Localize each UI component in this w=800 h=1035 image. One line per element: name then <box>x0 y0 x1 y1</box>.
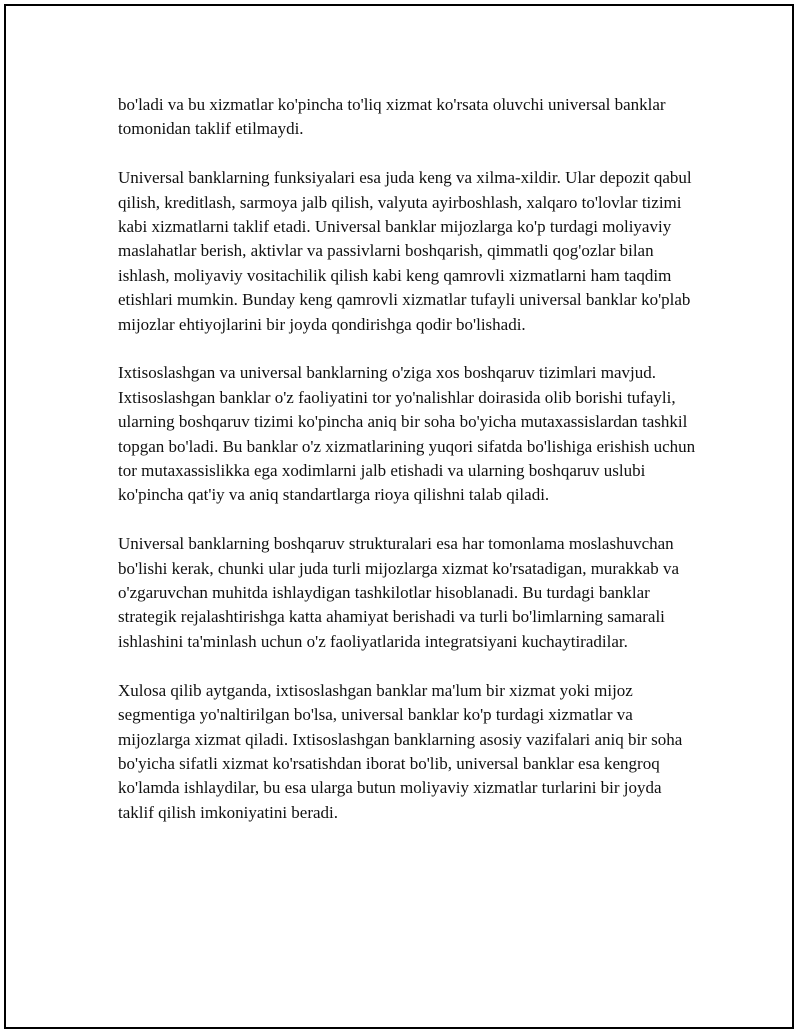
paragraph-3: Ixtisoslashgan va universal banklarning o'ziga xos boshqaruv tizimlari mavjud. Ixtisoslashgan banklar o'z faoliyatini tor yo'nalishlar doirasida olib borishi tufayli, ularning boshqaruv tizimi ko'pincha aniq bir soha bo'yicha mutaxassislardan tashkil topgan bo'ladi. Bu banklar o'z xizmatlarining yuqori sifatda bo'lishiga erishish uchun tor mutaxassislikka ega xodimlarni jalb etishadi va ularning boshqaruv uslubi ko'pincha qat'iy va aniq standartlarga rioya qilishni talab qiladi. <box>118 363 696 505</box>
page-body <box>118 93 698 825</box>
paragraph-5: Xulosa qilib aytganda, ixtisoslashgan banklar ma'lum bir xizmat yoki mijoz segmentiga yo'naltirilgan bo'lsa, universal banklar ko'p turdagi xizmatlar va mijozlarga xizmat qiladi. Ixtisoslashgan banklarning asosiy vazifalari aniq bir soha bo'yicha sifatli xizmat ko'rsatishdan iborat bo'lib, universal banklar esa kengroq ko'lamda ishlaydilar, bu esa ularga butun moliyaviy xizmatlar turlarini bir joyda taklif qilish imkoniyatini beradi. <box>118 680 683 822</box>
paragraph-4: Universal banklarning boshqaruv strukturalari esa har tomonlama moslashuvchan bo'lishi kerak, chunki ular juda turli mijozlarga xizmat ko'rsatadigan, murakkab va o'zgaruvchan muhitda ishlaydigan tashkilotlar hisoblanadi. Bu turdagi banklar strategik rejalashtirishga katta ahamiyat berishadi va turli bo'limlarning samarali ishlashini ta'minlash uchun o'z faoliyatlarida integratsiyani kuchaytiradilar. <box>118 534 679 651</box>
paragraph-1: bo'ladi va bu xizmatlar ko'pincha to'liq xizmat ko'rsata oluvchi universal banklar tomonidan taklif etilmaydi. <box>118 95 666 139</box>
paragraph-2: Universal banklarning funksiyalari esa juda keng va xilma-xildir. Ular depozit qabul qilish, kreditlash, sarmoya jalb qilish, valyuta ayirboshlash, xalqaro to'lovlar tizimi kabi xizmatlarni taklif etadi. Universal banklar mijozlarga ko'p turdagi moliyaviy maslahatlar berish, aktivlar va passivlarni boshqarish, qimmatli qog'ozlar bilan ishlash, moliyaviy vositachilik qilish kabi keng qamrovli xizmatlarni ham taqdim etishlari mumkin. Bunday keng qamrovli xizmatlar tufayli universal banklar ko'plab mijozlar ehtiyojlarini bir joyda qondirishga qodir bo'lishadi. <box>118 168 692 334</box>
